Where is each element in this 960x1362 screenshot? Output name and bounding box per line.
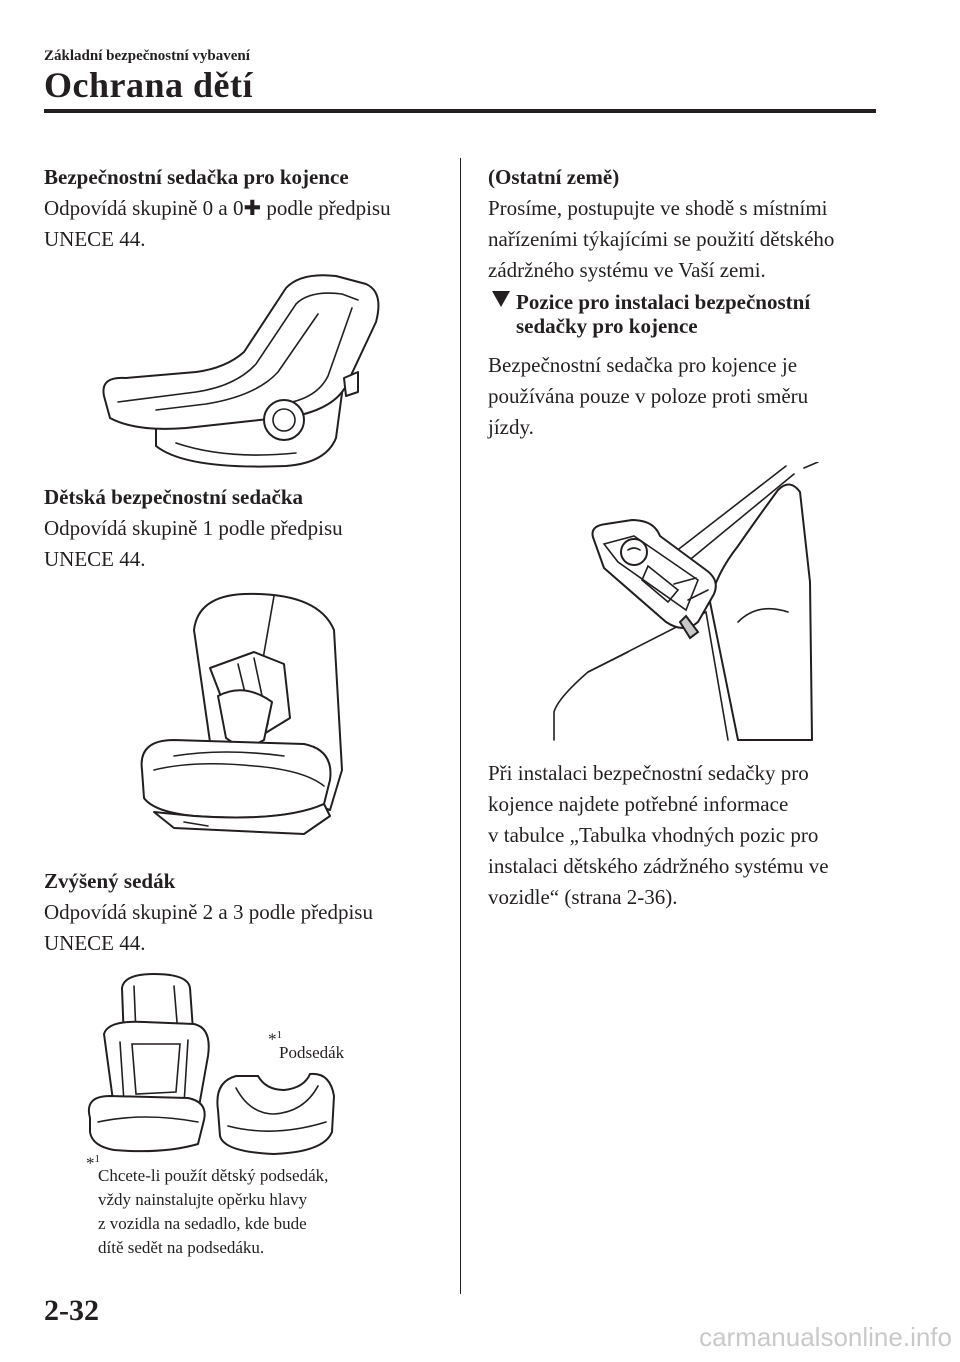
- install-position-heading-line2: sedačky pro kojence: [516, 314, 698, 338]
- infant-seat-line1-a: Odpovídá skupině 0 a 0: [44, 196, 244, 220]
- footnote-line: vždy nainstalujte opěrku hlavy: [98, 1190, 308, 1209]
- other-countries-line: zádržného systému ve Vaší zemi.: [488, 258, 766, 282]
- infant-seat-line2: UNECE 44.: [44, 227, 146, 251]
- infant-seat-heading: Bezpečnostní sedačka pro kojence: [44, 165, 349, 189]
- install-paragraph-line: používána pouze v poloze proti směru: [488, 384, 809, 408]
- infant-seat-line1-b: podle předpisu: [261, 196, 391, 220]
- footnote-line: dítě sedět na podsedáku.: [98, 1238, 265, 1257]
- footnote-line: Chcete-li použít dětský podsedák,: [98, 1166, 329, 1185]
- install-paragraph-line: Při instalaci bezpečnostní sedačky pro: [488, 761, 809, 785]
- install-heading-line1: Pozice pro instalaci bezpečnostní: [516, 290, 811, 314]
- booster-cushion-illustration: [214, 1062, 336, 1156]
- page-title: Ochrana dětí: [44, 65, 253, 105]
- triangle-bullet-icon: [492, 291, 510, 307]
- booster-seat-illustration: [84, 972, 214, 1154]
- install-paragraph-line: vozidle“ (strana 2-36).: [488, 885, 678, 909]
- booster-seat-heading: Zvýšený sedák: [44, 869, 176, 893]
- footnote-line: z vozidla na sedadlo, kde bude: [98, 1214, 307, 1233]
- asterisk-mark: *: [268, 1029, 277, 1049]
- booster-seat-line1: Odpovídá skupině 2 a 3 podle předpisu: [44, 900, 373, 924]
- child-seat-heading: Dětská bezpečnostní sedačka: [44, 485, 304, 509]
- page-number: 2-32: [44, 1294, 99, 1327]
- infant-seat-line1: [44, 193, 391, 224]
- cushion-label: Podsedák: [279, 1043, 345, 1062]
- footnote-index: 1: [276, 1029, 282, 1041]
- child-seat-line1: Odpovídá skupině 1 podle předpisu: [44, 516, 343, 540]
- child-seat-illustration: [134, 590, 350, 836]
- child-seat-line2: UNECE 44.: [44, 547, 146, 571]
- other-countries-line: Prosíme, postupujte ve shodě s místními: [488, 196, 828, 220]
- footnote-index: 1: [94, 1153, 100, 1165]
- plus-icon: ✚: [243, 196, 262, 220]
- rear-facing-installation-illustration: [548, 462, 824, 742]
- header-rule: [44, 109, 876, 113]
- install-paragraph-line: v tabulce „Tabulka vhodných pozic pro: [488, 823, 819, 847]
- booster-seat-line2: UNECE 44.: [44, 931, 146, 955]
- install-paragraph-line: instalaci dětského zádržného systému ve: [488, 854, 829, 878]
- other-countries-heading: (Ostatní země): [488, 165, 620, 189]
- asterisk-mark: *: [86, 1153, 95, 1173]
- infant-seat-illustration: [96, 268, 386, 472]
- install-paragraph-line: jízdy.: [488, 415, 534, 439]
- install-paragraph-line: kojence najdete potřebné informace: [488, 792, 789, 816]
- other-countries-line: nařízeními týkajícími se použití dětského: [488, 227, 835, 251]
- install-paragraph-line: Bezpečnostní sedačka pro kojence je: [488, 353, 798, 377]
- column-divider: [460, 158, 461, 1294]
- breadcrumb: Základní bezpečnostní vybavení: [44, 48, 250, 64]
- watermark-link[interactable]: carmanualsonline.info: [699, 1322, 952, 1352]
